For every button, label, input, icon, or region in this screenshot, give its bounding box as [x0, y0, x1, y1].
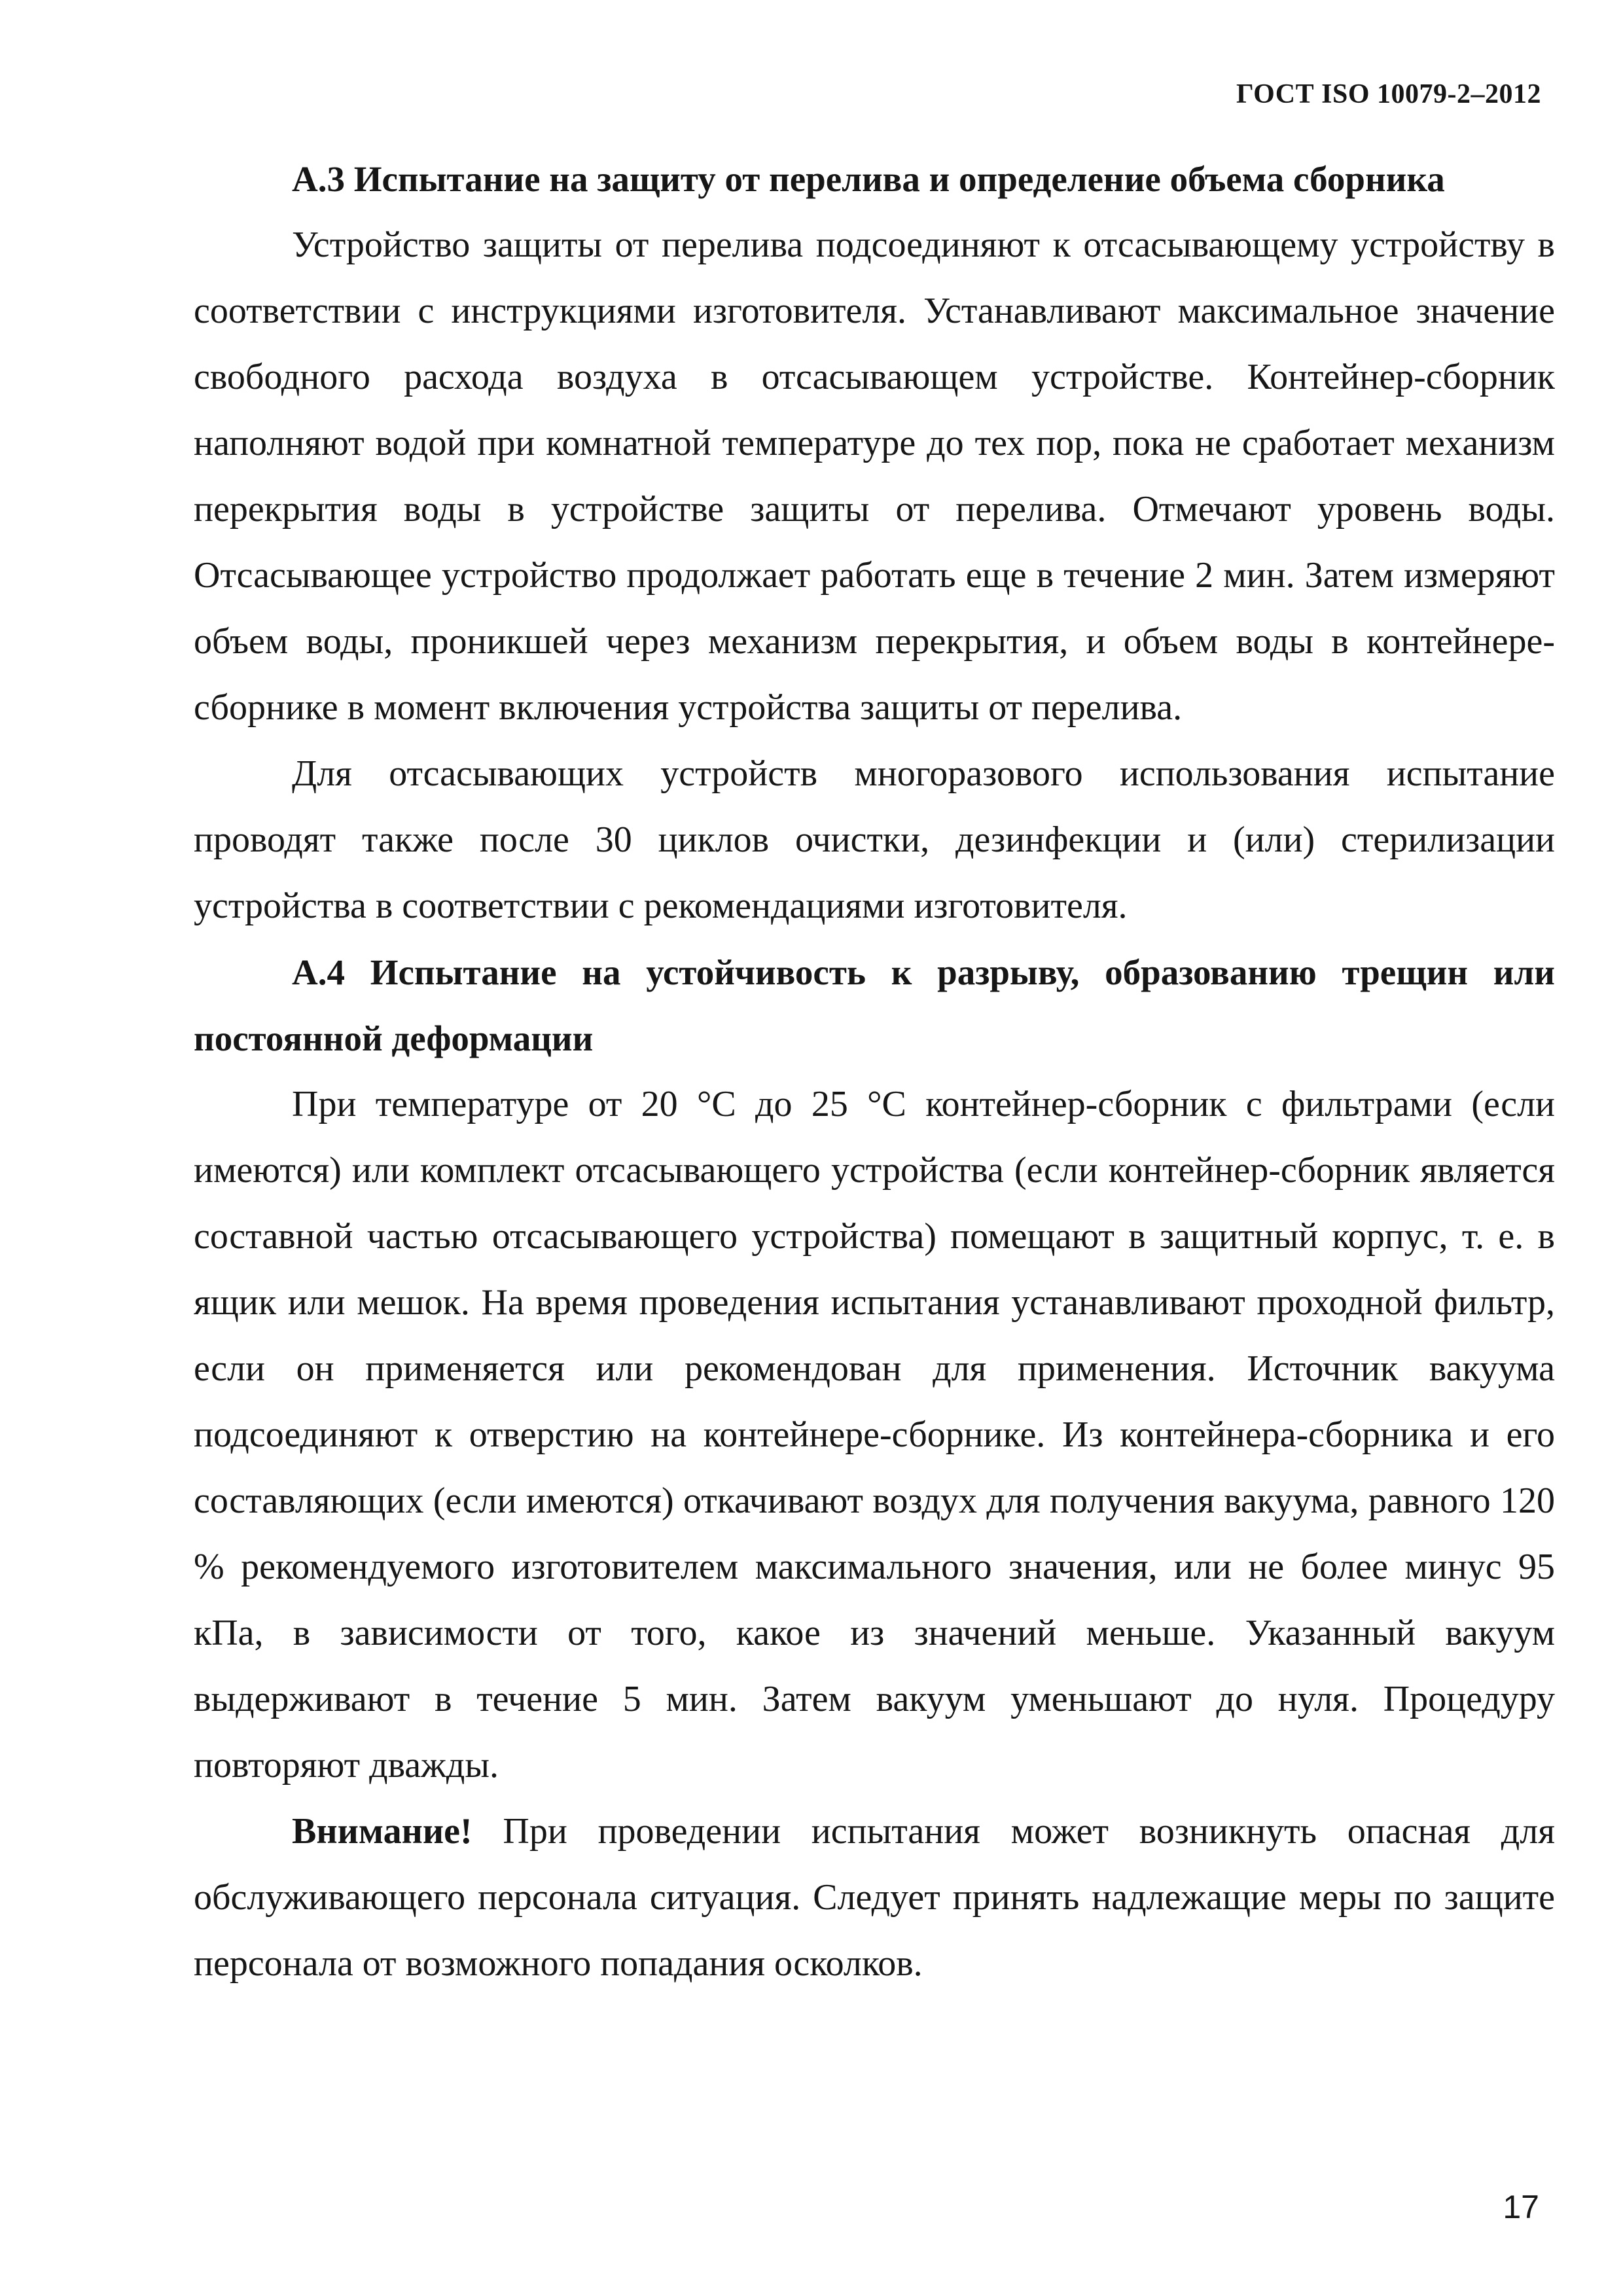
standard-code-header: ГОСТ ISO 10079-2–2012 — [1236, 79, 1541, 109]
document-body — [194, 146, 1555, 1997]
section-a3-paragraph-1: Устройство защиты от перелива подсоединяют к отсасывающему устройству в соответствии с инструкциями изготовителя. Устанавливают максимальное значение свободного расхода воздуха в отсасывающем устройстве. Контейнер-сборник наполняют водой при комнатной температуре до тех пор, пока не сработает механизм перекрытия воды в устройстве защиты от перелива. Отмечают уровень воды. Отсасывающее устройство продолжает работать еще в течение 2 мин. Затем измеряют объем воды, проникшей через механизм перекрытия, и объем воды в контейнере-сборнике в момент включения устройства защиты от перелива. — [194, 224, 1555, 728]
section-a4-heading: А.4 Испытание на устойчивость к разрыву, образованию трещин или постоянной деформации — [194, 952, 1555, 1058]
page-number: 17 — [1503, 2189, 1539, 2225]
section-a4-paragraph-1: При температуре от 20 °С до 25 °С контейнер-сборник с фильтрами (если имеются) или комплект отсасывающего устройства (если контейнер-сборник является составной частью отсасывающего устройства) помещают в защитный корпус, т. е. в ящик или мешок. На время проведения испытания устанавливают проходной фильтр, если он применяется или рекомендован для применения. Источник вакуума подсоединяют к отверстию на контейнере-сборнике. Из контейнера-сборника и его составляющих (если имеются) откачивают воздух для получения вакуума, равного 120 % рекомендуемого изготовителем максимального значения, или не более минус 95 кПа, в зависимости от того, какое из значений меньше. Указанный вакуум выдерживают в течение 5 мин. Затем вакуум уменьшают до нуля. Процедуру повторяют дважды. — [194, 1084, 1555, 1785]
warning-label: Внимание! — [292, 1811, 473, 1852]
section-a3-paragraph-2: Для отсасывающих устройств многоразового использования испытание проводят также после 30 циклов очистки, дезинфекции и (или) стерилизации устройства в соответствии с рекомендациями изготовителя. — [194, 753, 1555, 926]
section-a3-heading: А.3 Испытание на защиту от перелива и определение объема сборника — [292, 159, 1445, 199]
warning-text: При проведении испытания может возникнуть опасная для обслуживающего персонала ситуация. Следует принять надлежащие меры по защите персонала от возможного попадания осколков. — [194, 1811, 1555, 1984]
warning-paragraph — [194, 1799, 1555, 1997]
